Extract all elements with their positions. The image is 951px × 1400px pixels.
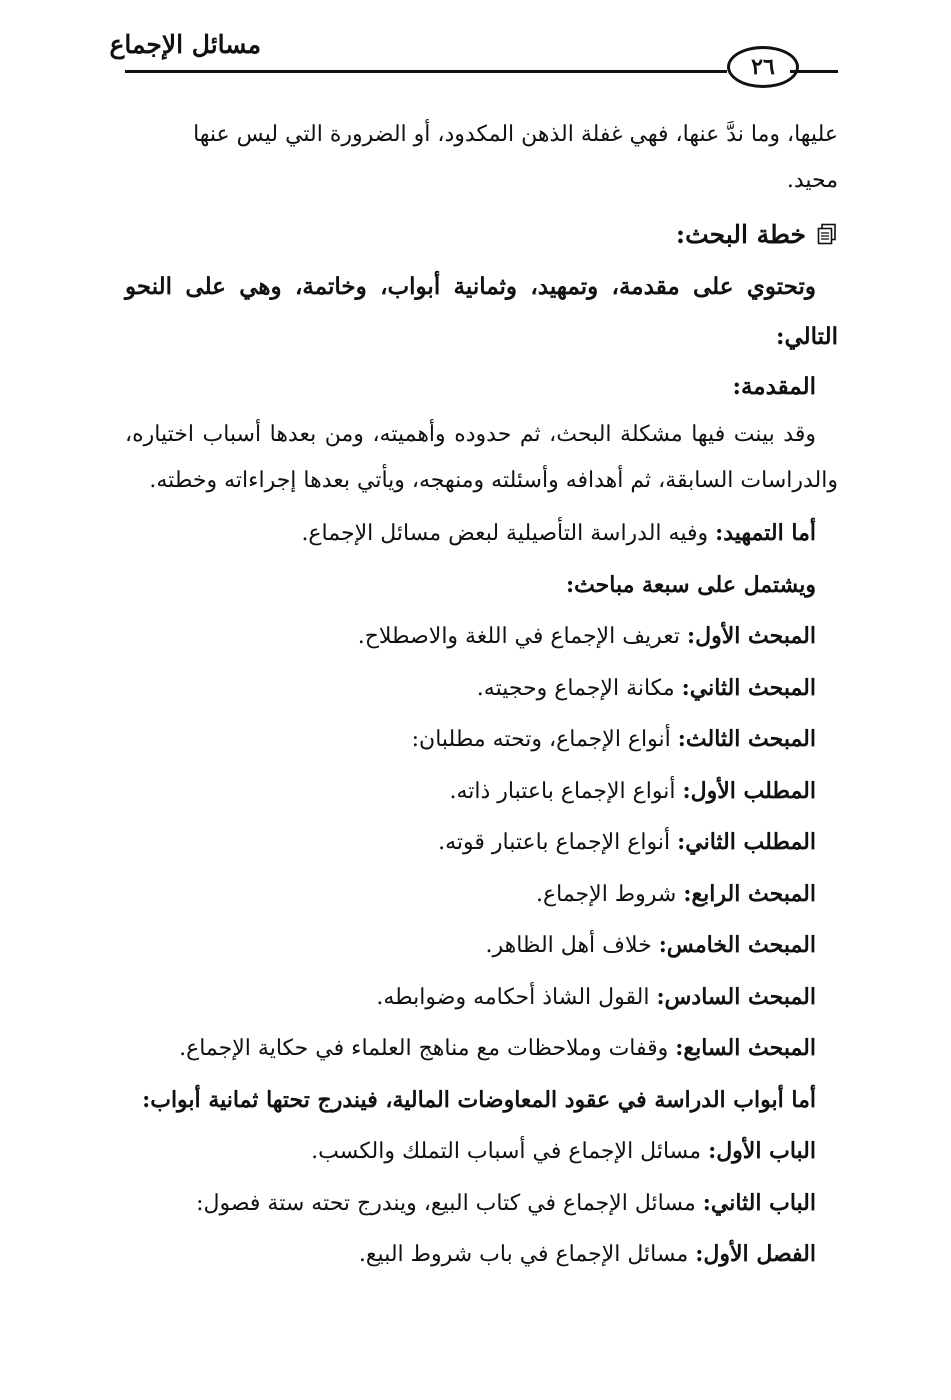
outline-item bbox=[125, 817, 816, 869]
outline-item-label: الفصل الأول: bbox=[695, 1241, 816, 1267]
outline-item-text: مكانة الإجماع وحجيته. bbox=[476, 675, 682, 701]
header-rule bbox=[125, 70, 727, 73]
section-heading-text: خطة البحث: bbox=[675, 219, 806, 249]
page-content bbox=[125, 112, 838, 1281]
outline-item bbox=[125, 508, 816, 560]
outline-item bbox=[125, 1229, 816, 1281]
page-number: ٢٦ bbox=[727, 46, 799, 88]
outline-item-text: أنواع الإجماع باعتبار قوته. bbox=[438, 830, 678, 855]
outline-item-label: المبحث الأول: bbox=[686, 623, 816, 649]
outline-item bbox=[125, 766, 816, 818]
outline-item-text: أنواع الإجماع، وتحته مطلبان: bbox=[411, 727, 678, 752]
outline-item-text: مسائل الإجماع في أسباب التملك والكسب. bbox=[311, 1139, 709, 1164]
outline-item-text: تعريف الإجماع في اللغة والاصطلاح. bbox=[357, 624, 687, 649]
outline-item-label: الباب الثاني: bbox=[702, 1189, 816, 1216]
outline-item-label: أما أبواب الدراسة في عقود المعاوضات المالية، فيندرج تحتها ثمانية أبواب: bbox=[142, 1086, 816, 1113]
outline-item-text: مسائل الإجماع في كتاب البيع، ويندرج تحته ستة فصول: bbox=[196, 1190, 703, 1216]
outline-item bbox=[125, 714, 816, 766]
outline-item-label: المبحث الثاني: bbox=[681, 674, 816, 701]
introduction-text: وقد بينت فيها مشكلة البحث، ثم حدوده وأهميته، ومن بعدها أسباب اختياره، والدراسات السابقة، ثم أهدافه وأسئلته ومنهجه، ويأتي بعدها إجراءاته وخطته. bbox=[125, 422, 838, 493]
outline-item-text: وقفات وملاحظات مع مناهج العلماء في حكاية الإجماع. bbox=[179, 1036, 676, 1061]
outline-item-label: المبحث السادس: bbox=[656, 983, 816, 1010]
outline-item-label: المطلب الأول: bbox=[682, 777, 816, 804]
introduction-label: المقدمة: bbox=[732, 373, 816, 400]
outline-item-label: المبحث الرابع: bbox=[683, 880, 816, 907]
outline-item-text: مسائل الإجماع في باب شروط البيع. bbox=[358, 1242, 696, 1267]
outline-item-text: وفيه الدراسة التأصيلية لبعض مسائل الإجماع. bbox=[301, 521, 716, 546]
outline-item-label: المطلب الثاني: bbox=[677, 829, 816, 855]
outline-list bbox=[125, 508, 838, 1281]
running-header-title: مسائل الإجماع bbox=[109, 30, 261, 59]
outline-item-label: المبحث الخامس: bbox=[658, 932, 816, 958]
outline-item bbox=[125, 663, 816, 715]
outline-item bbox=[125, 920, 816, 972]
outline-item-text: القول الشاذ أحكامه وضوابطه. bbox=[376, 984, 657, 1010]
outline-item-label: المبحث الثالث: bbox=[677, 726, 816, 752]
outline-item bbox=[125, 560, 816, 612]
continuation-line-2: محيد. bbox=[786, 168, 838, 193]
continuation-line-1: عليها، وما ندَّ عنها، فهي غفلة الذهن المكدود، أو الضرورة التي ليس عنها bbox=[193, 122, 838, 147]
outline-item bbox=[125, 1023, 816, 1075]
outline-item-label: الباب الأول: bbox=[708, 1138, 816, 1164]
outline-item bbox=[125, 869, 816, 921]
outline-item bbox=[125, 611, 816, 663]
outline-item-text: خلاف أهل الظاهر. bbox=[485, 933, 659, 958]
outline-item bbox=[125, 1126, 816, 1178]
outline-item bbox=[125, 972, 816, 1024]
outline-item-text: شروط الإجماع. bbox=[536, 881, 684, 907]
outline-item-label: أما التمهيد: bbox=[715, 520, 816, 546]
plan-summary: وتحتوي على مقدمة، وتمهيد، وثمانية أبواب، وخاتمة، وهي على النحو التالي: bbox=[125, 273, 838, 350]
outline-item-label: المبحث السابع: bbox=[675, 1035, 816, 1061]
outline-item bbox=[125, 1178, 816, 1230]
documents-icon bbox=[816, 223, 838, 245]
outline-item-text: أنواع الإجماع باعتبار ذاته. bbox=[449, 778, 683, 804]
outline-item-label: ويشتمل على سبعة مباحث: bbox=[565, 571, 816, 598]
section-heading bbox=[125, 206, 838, 262]
outline-item bbox=[125, 1075, 816, 1127]
